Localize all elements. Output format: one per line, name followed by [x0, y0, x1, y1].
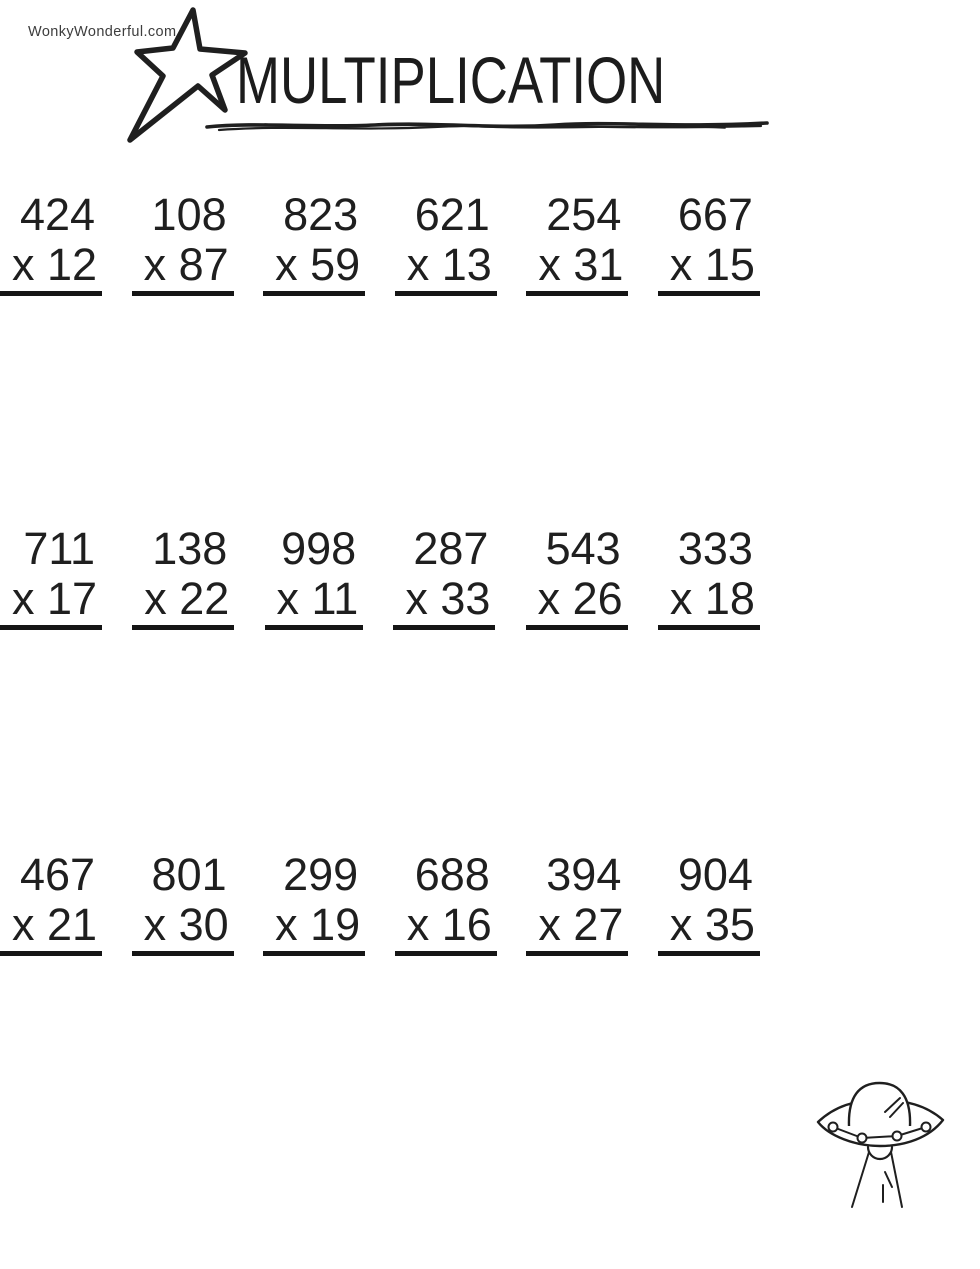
problem-row-3: [0, 850, 760, 956]
multiplicand: 394: [546, 849, 622, 900]
multiplier-line: x 31: [526, 242, 628, 296]
multiplier-line: x 16: [395, 902, 497, 956]
multiplier-line: x 13: [395, 242, 497, 296]
multiplier-line: x 18: [658, 576, 760, 630]
multiplicand: 543: [545, 523, 621, 574]
multiplication-problem: [658, 524, 760, 630]
multiplication-problem: [265, 524, 364, 630]
multiplication-problem: [132, 524, 234, 630]
multiplier-line: x 26: [526, 576, 628, 630]
ufo-icon: [810, 1076, 950, 1212]
multiplicand: 904: [677, 849, 753, 900]
multiplicand: 998: [281, 523, 357, 574]
multiplier-line: x 59: [263, 242, 365, 296]
multiplicand: 287: [413, 523, 489, 574]
multiplier-line: x 22: [132, 576, 234, 630]
multiplication-problem: [526, 524, 628, 630]
multiplicand: 467: [19, 849, 96, 900]
multiplication-problem: [658, 190, 760, 296]
multiplier-line: x 21: [0, 902, 102, 956]
multiplication-problem: [393, 524, 495, 630]
multiplication-problem: [263, 850, 365, 956]
watermark-text: WonkyWonderful.com: [28, 24, 177, 40]
multiplication-problem: [526, 190, 628, 296]
multiplication-problem: [526, 850, 628, 956]
title-underline-scribble: [205, 116, 771, 136]
multiplier-line: x 11: [265, 576, 364, 630]
multiplication-problem: [0, 190, 102, 296]
multiplicand: 801: [151, 849, 227, 900]
page-title: MULTIPLICATION: [236, 43, 666, 117]
multiplicand: 667: [677, 189, 753, 240]
multiplicand: 299: [283, 849, 359, 900]
multiplier-line: x 19: [263, 902, 365, 956]
multiplication-problem: [395, 190, 497, 296]
multiplicand: 823: [283, 189, 359, 240]
multiplication-problem: [132, 190, 234, 296]
multiplier-line: x 33: [393, 576, 495, 630]
multiplier-line: x 27: [526, 902, 628, 956]
multiplicand: 333: [677, 523, 753, 574]
multiplicand: 621: [414, 189, 490, 240]
multiplication-problem: [658, 850, 760, 956]
multiplier-line: x 87: [132, 242, 234, 296]
multiplicand: 711: [23, 523, 96, 574]
multiplier-line: x 12: [0, 242, 102, 296]
multiplicand: 138: [152, 523, 228, 574]
multiplier-line: x 17: [0, 576, 102, 630]
multiplicand: 688: [414, 849, 490, 900]
problem-row-2: [0, 524, 760, 630]
multiplier-line: x 15: [658, 242, 760, 296]
multiplicand: 254: [546, 189, 622, 240]
problem-row-1: [0, 190, 760, 296]
multiplier-line: x 35: [658, 902, 760, 956]
multiplication-problem: [263, 190, 365, 296]
multiplication-problem: [395, 850, 497, 956]
multiplicand: 424: [19, 189, 96, 240]
multiplication-problem: [0, 524, 102, 630]
multiplicand: 108: [151, 189, 227, 240]
multiplier-line: x 30: [132, 902, 234, 956]
multiplication-problem: [132, 850, 234, 956]
multiplication-problem: [0, 850, 102, 956]
